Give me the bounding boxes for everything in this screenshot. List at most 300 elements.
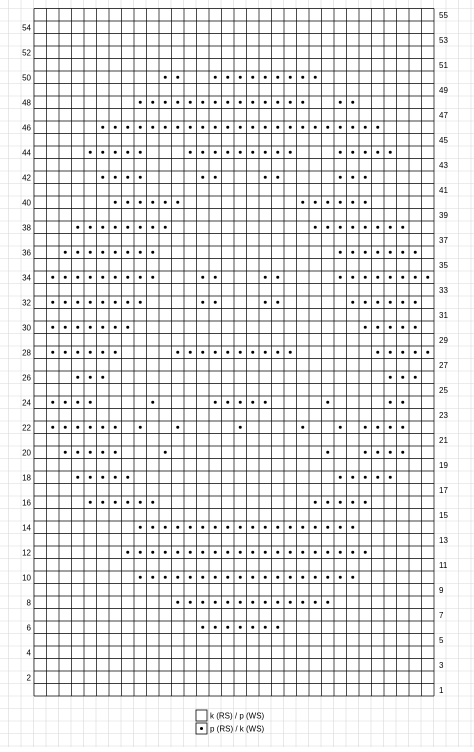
row-label-right: 29 — [439, 335, 448, 345]
purl-stitch — [351, 226, 354, 229]
purl-stitch — [201, 176, 204, 179]
purl-stitch — [289, 101, 292, 104]
purl-stitch — [189, 526, 192, 529]
purl-stitch — [351, 501, 354, 504]
purl-stitch — [364, 176, 367, 179]
purl-stitch — [151, 201, 154, 204]
purl-stitch — [251, 151, 254, 154]
purl-stitch — [139, 226, 142, 229]
purl-stitch — [339, 226, 342, 229]
purl-stitch — [101, 501, 104, 504]
purl-stitch — [339, 551, 342, 554]
purl-stitch — [89, 226, 92, 229]
purl-stitch — [201, 101, 204, 104]
purl-stitch — [201, 626, 204, 629]
purl-stitch — [214, 176, 217, 179]
right-row-labels — [439, 11, 448, 695]
row-label-left: 20 — [22, 448, 31, 458]
purl-stitch — [351, 551, 354, 554]
purl-stitch — [101, 151, 104, 154]
purl-stitch — [214, 151, 217, 154]
purl-stitch — [326, 576, 329, 579]
purl-stitch — [376, 476, 379, 479]
purl-stitch — [176, 101, 179, 104]
purl-stitch — [176, 526, 179, 529]
purl-stitch — [389, 326, 392, 329]
purl-stitch — [126, 301, 129, 304]
purl-stitch — [89, 501, 92, 504]
purl-stitch — [101, 351, 104, 354]
purl-stitch — [376, 451, 379, 454]
purl-stitch — [364, 551, 367, 554]
purl-stitch — [51, 351, 54, 354]
row-label-right: 49 — [439, 85, 448, 95]
purl-stitch — [89, 276, 92, 279]
row-label-right: 39 — [439, 210, 448, 220]
purl-stitch — [389, 426, 392, 429]
purl-stitch — [351, 251, 354, 254]
purl-stitch — [276, 301, 279, 304]
purl-stitch — [139, 201, 142, 204]
purl-stitch — [126, 201, 129, 204]
purl-stitch — [64, 301, 67, 304]
purl-stitch — [401, 251, 404, 254]
purl-stitch — [164, 576, 167, 579]
purl-stitch — [264, 551, 267, 554]
purl-stitch — [389, 476, 392, 479]
purl-stitch — [64, 276, 67, 279]
purl-stitch — [314, 526, 317, 529]
purl-stitch — [151, 226, 154, 229]
purl-stitch — [139, 276, 142, 279]
purl-stitch — [214, 351, 217, 354]
purl-stitch — [314, 601, 317, 604]
purl-stitch — [239, 526, 242, 529]
purl-stitch — [314, 501, 317, 504]
purl-stitch — [164, 101, 167, 104]
purl-stitch — [176, 551, 179, 554]
purl-stitch — [376, 226, 379, 229]
purl-stitch — [351, 126, 354, 129]
purl-stitch — [414, 301, 417, 304]
purl-stitch — [189, 351, 192, 354]
purl-stitch — [414, 326, 417, 329]
purl-stitch — [301, 76, 304, 79]
purl-stitch — [364, 276, 367, 279]
purl-stitch — [139, 551, 142, 554]
purl-stitch — [326, 601, 329, 604]
purl-stitch — [426, 276, 429, 279]
purl-stitch — [364, 201, 367, 204]
purl-stitch — [151, 126, 154, 129]
purl-stitch — [264, 126, 267, 129]
purl-stitch — [264, 601, 267, 604]
purl-stitch — [251, 526, 254, 529]
purl-stitch — [414, 251, 417, 254]
row-label-right: 27 — [439, 360, 448, 370]
purl-stitch — [376, 126, 379, 129]
purl-stitch — [364, 326, 367, 329]
purl-stitch — [139, 176, 142, 179]
row-label-right: 41 — [439, 185, 448, 195]
row-label-right: 23 — [439, 410, 448, 420]
purl-stitch — [176, 201, 179, 204]
purl-stitch — [76, 226, 79, 229]
row-label-right: 31 — [439, 310, 448, 320]
purl-stitch — [51, 426, 54, 429]
purl-stitch — [264, 276, 267, 279]
purl-stitch — [89, 376, 92, 379]
purl-stitch — [126, 176, 129, 179]
purl-stitch — [364, 301, 367, 304]
row-label-left: 6 — [26, 623, 31, 633]
legend — [196, 710, 265, 734]
purl-stitch — [201, 151, 204, 154]
purl-stitch — [326, 501, 329, 504]
purl-stitch — [126, 151, 129, 154]
purl-stitch — [276, 551, 279, 554]
row-label-left: 40 — [22, 198, 31, 208]
purl-stitch — [276, 176, 279, 179]
purl-stitch — [201, 526, 204, 529]
purl-stitch — [289, 151, 292, 154]
purl-stitch — [251, 551, 254, 554]
purl-stitch — [139, 301, 142, 304]
purl-stitch — [264, 301, 267, 304]
purl-stitch — [201, 126, 204, 129]
purl-stitch — [151, 251, 154, 254]
purl-stitch — [326, 526, 329, 529]
purl-stitch — [364, 251, 367, 254]
purl-stitch — [126, 551, 129, 554]
purl-stitch — [189, 576, 192, 579]
purl-stitch — [314, 551, 317, 554]
row-label-left: 4 — [26, 648, 31, 658]
purl-stitch — [226, 601, 229, 604]
row-label-left: 30 — [22, 323, 31, 333]
purl-stitch — [364, 501, 367, 504]
purl-stitch — [64, 351, 67, 354]
purl-stitch — [201, 551, 204, 554]
purl-stitch — [251, 401, 254, 404]
purl-stitch — [264, 351, 267, 354]
purl-stitch — [76, 476, 79, 479]
purl-stitch — [226, 526, 229, 529]
purl-stitch — [376, 326, 379, 329]
purl-stitch — [326, 201, 329, 204]
purl-stitch — [164, 451, 167, 454]
purl-stitch — [351, 176, 354, 179]
purl-stitch — [214, 626, 217, 629]
purl-stitch — [64, 451, 67, 454]
purl-stitch — [89, 151, 92, 154]
purl-stitch — [76, 351, 79, 354]
purl-stitch — [326, 126, 329, 129]
row-label-left: 10 — [22, 573, 31, 583]
purl-stitch — [164, 226, 167, 229]
purl-stitch — [289, 126, 292, 129]
purl-stitch — [114, 126, 117, 129]
purl-stitch — [214, 601, 217, 604]
row-label-right: 3 — [439, 660, 444, 670]
purl-stitch — [339, 501, 342, 504]
purl-stitch — [51, 401, 54, 404]
purl-stitch — [389, 376, 392, 379]
purl-stitch — [126, 501, 129, 504]
purl-stitch — [64, 401, 67, 404]
purl-stitch — [164, 201, 167, 204]
purl-stitch — [239, 76, 242, 79]
row-label-left: 2 — [26, 673, 31, 683]
purl-stitch — [251, 76, 254, 79]
purl-stitch — [64, 326, 67, 329]
purl-stitch — [239, 426, 242, 429]
purl-stitch — [201, 276, 204, 279]
purl-stitch — [64, 251, 67, 254]
purl-stitch — [376, 251, 379, 254]
purl-stitch — [76, 401, 79, 404]
purl-stitch — [401, 226, 404, 229]
purl-stitch — [101, 226, 104, 229]
purl-stitch — [401, 451, 404, 454]
row-label-right: 25 — [439, 385, 448, 395]
purl-stitch — [339, 101, 342, 104]
purl-stitch — [76, 326, 79, 329]
purl-stitch — [114, 276, 117, 279]
purl-stitch — [126, 476, 129, 479]
purl-stitch — [139, 151, 142, 154]
purl-stitch — [389, 451, 392, 454]
row-label-right: 11 — [439, 560, 448, 570]
purl-stitch — [251, 351, 254, 354]
purl-stitch — [139, 126, 142, 129]
purl-stitch — [326, 451, 329, 454]
row-label-left: 52 — [22, 48, 31, 58]
purl-stitch — [276, 626, 279, 629]
purl-stitch — [364, 476, 367, 479]
purl-stitch — [301, 576, 304, 579]
purl-stitch — [301, 526, 304, 529]
purl-stitch — [114, 426, 117, 429]
purl-stitch — [314, 576, 317, 579]
purl-stitch — [139, 426, 142, 429]
purl-stitch — [264, 626, 267, 629]
purl-stitch — [189, 126, 192, 129]
purl-stitch — [339, 251, 342, 254]
purl-stitch — [239, 626, 242, 629]
purl-stitch — [214, 526, 217, 529]
purl-stitch — [401, 351, 404, 354]
purl-stitch — [151, 576, 154, 579]
purl-stitch — [339, 176, 342, 179]
purl-stitch — [364, 426, 367, 429]
purl-stitch — [264, 576, 267, 579]
purl-stitch — [139, 526, 142, 529]
purl-stitch — [351, 576, 354, 579]
purl-stitch — [89, 451, 92, 454]
purl-stitch — [389, 226, 392, 229]
purl-stitch — [114, 351, 117, 354]
purl-stitch — [176, 351, 179, 354]
purl-stitch — [314, 226, 317, 229]
legend-purl-label: p (RS) / k (WS) — [210, 724, 265, 734]
purl-stitch — [226, 551, 229, 554]
purl-stitch — [226, 401, 229, 404]
purl-stitch — [239, 601, 242, 604]
purl-stitch — [126, 126, 129, 129]
purl-stitch — [276, 76, 279, 79]
row-label-right: 7 — [439, 610, 444, 620]
purl-stitch — [389, 351, 392, 354]
purl-stitch — [276, 151, 279, 154]
purl-stitch — [114, 151, 117, 154]
purl-stitch — [339, 151, 342, 154]
purl-stitch — [376, 301, 379, 304]
purl-stitch — [414, 376, 417, 379]
purl-stitch — [414, 351, 417, 354]
purl-stitch — [276, 351, 279, 354]
chart-grid — [34, 9, 434, 697]
purl-stitch — [401, 401, 404, 404]
row-label-right: 55 — [439, 10, 448, 20]
purl-stitch — [339, 276, 342, 279]
purl-stitch — [114, 501, 117, 504]
purl-stitch — [76, 376, 79, 379]
purl-stitch — [351, 151, 354, 154]
purl-stitch — [76, 251, 79, 254]
purl-stitch — [239, 126, 242, 129]
purl-stitch — [264, 151, 267, 154]
row-label-left: 46 — [22, 123, 31, 133]
purl-stitch — [139, 501, 142, 504]
row-label-right: 17 — [439, 485, 448, 495]
row-label-left: 32 — [22, 298, 31, 308]
purl-stitch — [126, 251, 129, 254]
purl-stitch — [289, 351, 292, 354]
purl-stitch — [214, 126, 217, 129]
purl-stitch — [201, 601, 204, 604]
purl-stitch — [114, 176, 117, 179]
purl-stitch — [214, 276, 217, 279]
purl-stitch — [189, 601, 192, 604]
purl-stitch — [289, 601, 292, 604]
purl-stitch — [276, 101, 279, 104]
purl-stitch — [164, 551, 167, 554]
purl-stitch — [176, 76, 179, 79]
row-label-right: 47 — [439, 110, 448, 120]
purl-stitch — [226, 76, 229, 79]
purl-stitch — [251, 576, 254, 579]
row-label-right: 43 — [439, 160, 448, 170]
row-label-right: 13 — [439, 535, 448, 545]
purl-stitch — [401, 426, 404, 429]
purl-stitch — [264, 401, 267, 404]
purl-stitch — [376, 351, 379, 354]
purl-stitch — [114, 226, 117, 229]
purl-stitch — [301, 551, 304, 554]
purl-stitch — [426, 351, 429, 354]
row-label-left: 12 — [22, 548, 31, 558]
purl-stitch — [264, 101, 267, 104]
purl-stitch — [289, 576, 292, 579]
purl-stitch — [164, 76, 167, 79]
legend-knit-label: k (RS) / p (WS) — [210, 711, 265, 721]
purl-stitch — [251, 626, 254, 629]
purl-stitch — [189, 151, 192, 154]
purl-stitch — [289, 551, 292, 554]
purl-stitch — [339, 426, 342, 429]
purl-stitch — [176, 576, 179, 579]
purl-stitch — [151, 101, 154, 104]
purl-stitch — [151, 276, 154, 279]
purl-stitch — [251, 126, 254, 129]
purl-stitch — [89, 401, 92, 404]
purl-stitch — [101, 251, 104, 254]
purl-stitch — [176, 126, 179, 129]
purl-stitch — [389, 151, 392, 154]
purl-stitch — [151, 551, 154, 554]
purl-stitch — [301, 201, 304, 204]
row-label-left: 38 — [22, 223, 31, 233]
purl-stitch — [389, 251, 392, 254]
purl-stitch — [364, 151, 367, 154]
purl-stitch — [189, 551, 192, 554]
purl-stitch — [151, 526, 154, 529]
purl-stitch — [276, 276, 279, 279]
purl-stitch — [239, 101, 242, 104]
row-label-right: 53 — [439, 35, 448, 45]
purl-stitch — [101, 426, 104, 429]
purl-stitch — [351, 476, 354, 479]
row-label-right: 1 — [439, 685, 444, 695]
row-label-right: 33 — [439, 285, 448, 295]
row-label-left: 54 — [22, 23, 31, 33]
purl-stitch — [51, 326, 54, 329]
purl-stitch — [89, 301, 92, 304]
purl-stitch — [401, 276, 404, 279]
purl-stitch — [101, 176, 104, 179]
purl-stitch — [139, 576, 142, 579]
purl-stitch — [239, 351, 242, 354]
purl-stitch — [151, 401, 154, 404]
row-label-left: 22 — [22, 423, 31, 433]
purl-stitch — [226, 101, 229, 104]
purl-stitch — [176, 426, 179, 429]
purl-stitch — [326, 226, 329, 229]
purl-stitch — [101, 376, 104, 379]
purl-stitch — [314, 201, 317, 204]
purl-stitch — [264, 526, 267, 529]
purl-stitch — [164, 526, 167, 529]
purl-stitch — [364, 226, 367, 229]
purl-stitch — [226, 126, 229, 129]
purl-stitch — [126, 276, 129, 279]
purl-stitch — [64, 426, 67, 429]
row-label-left: 50 — [22, 73, 31, 83]
purl-stitch — [201, 301, 204, 304]
purl-stitch — [264, 76, 267, 79]
purl-stitch — [139, 101, 142, 104]
purl-stitch — [276, 126, 279, 129]
purl-stitch — [251, 101, 254, 104]
purl-stitch — [389, 401, 392, 404]
purl-stitch — [326, 551, 329, 554]
purl-stitch — [389, 301, 392, 304]
purl-stitch — [401, 326, 404, 329]
purl-stitch — [214, 551, 217, 554]
purl-stitch — [301, 101, 304, 104]
purl-stitch — [201, 351, 204, 354]
